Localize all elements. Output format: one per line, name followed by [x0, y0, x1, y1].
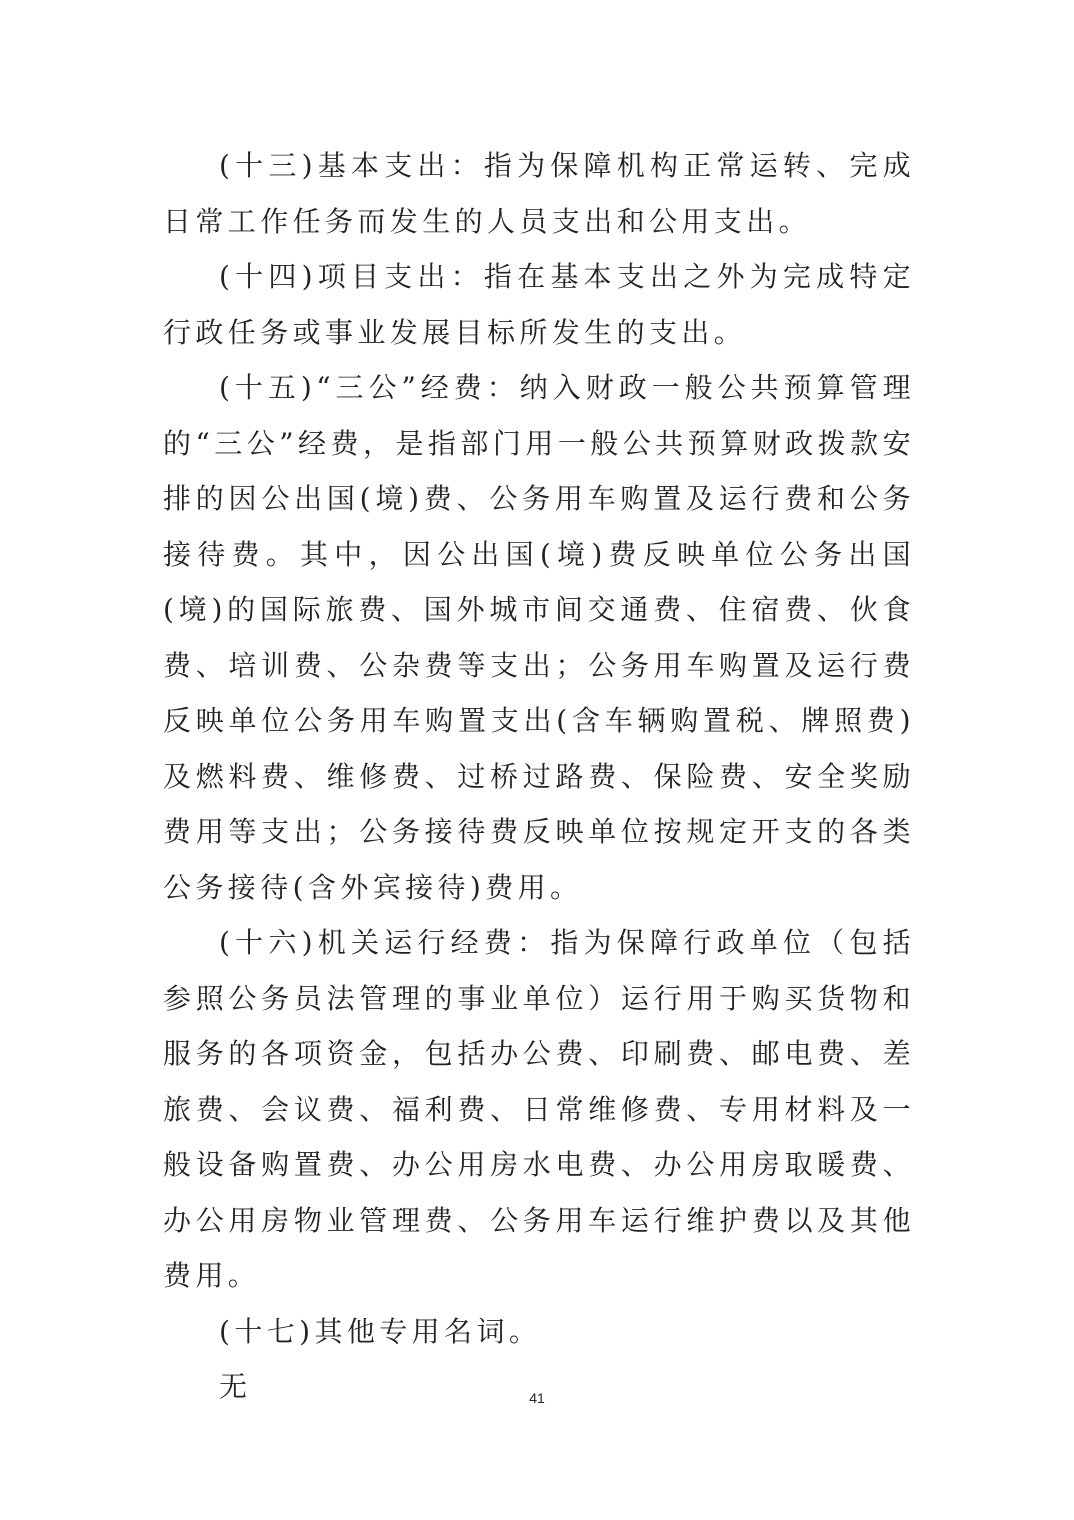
paragraph-none: 无: [219, 1370, 252, 1403]
paragraph-project-expenditure: (十四)项目支出：指在基本支出之外为完成特定行政任务或事业发展目标所发生的支出。: [163, 260, 915, 349]
document-body: [163, 138, 915, 1415]
paragraph-basic-expenditure: (十三)基本支出：指为保障机构正常运转、完成日常工作任务而发生的人员支出和公用支出。: [163, 149, 915, 238]
page-number: 41: [529, 1390, 545, 1406]
paragraph-operating-funds: (十六)机关运行经费：指为保障行政单位（包括参照公务员法管理的事业单位）运行用于购买货物和服务的各项资金，包括办公费、印刷费、邮电费、差旅费、会议费、福利费、日常维修费、专用材料及一般设备购置费、办公用房水电费、办公用房取暖费、办公用房物业管理费、公务用车运行维护费以及其他费用。: [163, 926, 915, 1292]
paragraph-three-public-funds: (十五)“三公”经费：纳入财政一般公共预算管理的“三公”经费，是指部门用一般公共预算财政拨款安排的因公出国(境)费、公务用车购置及运行费和公务接待费。其中，因公出国(境)费反映单位公务出国(境)的国际旅费、国外城市间交通费、住宿费、伙食费、培训费、公杂费等支出；公务用车购置及运行费反映单位公务用车购置支出(含车辆购置税、牌照费)及燃料费、维修费、过桥过路费、保险费、安全奖励费用等支出；公务接待费反映单位按规定开支的各类公务接待(含外宾接待)费用。: [163, 371, 915, 904]
paragraph-other-terms: (十七)其他专用名词。: [219, 1314, 542, 1348]
